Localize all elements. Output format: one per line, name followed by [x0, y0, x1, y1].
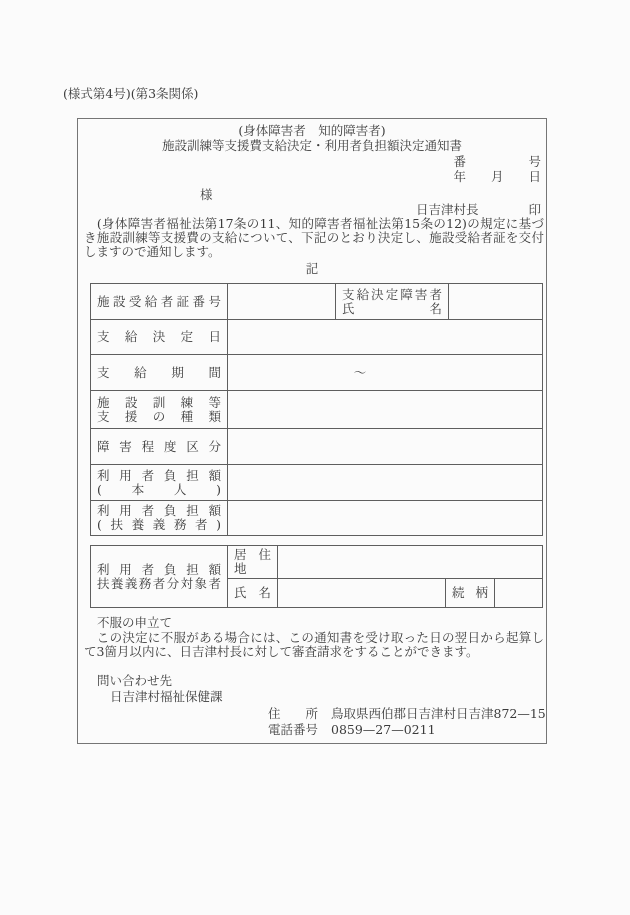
document-title: 施設訓練等支援費支給決定・利用者負担額決定通知書 — [161, 138, 462, 153]
table-row-user-burden-self — [91, 465, 543, 501]
table-row-decision-date — [91, 320, 543, 355]
address-value: 鳥取県西伯郡日吉津村日吉津872—15 — [331, 706, 546, 721]
table-row-recipient-number — [91, 284, 543, 320]
residence-value-cell — [278, 546, 543, 579]
appeal-section-text: この決定に不服がある場合には、この通知書を受け取った日の翌日から起算して3箇月以内に、日吉津村長に対して審査請求をすることができます。 — [84, 630, 544, 659]
support-type-label-cell — [91, 391, 228, 429]
addressee-honorific: 様 — [200, 187, 213, 202]
decision-date-value-cell — [228, 320, 543, 355]
table-row-supply-period — [91, 355, 543, 391]
document-border-box — [77, 118, 547, 744]
record-heading: 記 — [305, 261, 319, 276]
residence-label-cell — [228, 546, 278, 579]
form-style-label: (様式第4号)(第3条関係) — [63, 86, 199, 101]
table-row-user-burden-supporter — [91, 501, 543, 536]
recipient-number-value-cell — [228, 284, 336, 320]
user-burden-self-value-cell — [228, 465, 543, 501]
supporter-target-label-cell — [91, 546, 228, 608]
residence-label: 居住地 — [234, 547, 271, 576]
disability-level-label: 障害程度区分 — [97, 438, 221, 454]
user-burden-supporter-value-cell — [228, 501, 543, 536]
recipient-number-label: 施設受給者証番号 — [97, 293, 221, 309]
document-date-line: 年 月 日 — [453, 169, 541, 184]
decision-date-label-cell — [91, 320, 228, 355]
disability-level-label-cell — [91, 429, 228, 465]
disability-level-value-cell — [228, 429, 543, 465]
decided-person-name-value-cell — [449, 284, 543, 320]
supporter-target-table — [90, 545, 543, 608]
contact-address-line — [268, 707, 546, 721]
user-burden-supporter-label-line2: (扶養義務者) — [97, 517, 221, 532]
supporter-target-label-line2: 扶養義務者分対象者 — [97, 575, 221, 591]
address-label: 住 所 — [268, 706, 319, 721]
notification-paragraph: (身体障害者福祉法第17条の11、知的障害者福祉法第15条の12)の規定に基づき施設訓練等支援費の支給について、下記のとおり決定し、施設受給者証を交付しますので通知します。 — [84, 216, 544, 259]
recipient-number-label-cell — [91, 284, 228, 320]
user-burden-supporter-label-cell — [91, 501, 228, 536]
table-row-disability-level — [91, 429, 543, 465]
support-type-value-cell — [228, 391, 543, 429]
decided-person-label-line2: 氏名 — [342, 300, 442, 316]
appeal-section-title: 不服の申立て — [97, 615, 173, 630]
contact-section-title: 問い合わせ先 — [97, 673, 173, 688]
relation-value-cell — [495, 579, 543, 608]
contact-department: 日吉津村福祉保健課 — [110, 689, 223, 704]
decided-person-name-label-cell — [336, 284, 449, 320]
phone-label: 電話番号 — [268, 722, 319, 737]
table-row-support-type — [91, 391, 543, 429]
name-label-cell — [228, 579, 278, 608]
table-row-supporter-residence — [91, 546, 543, 579]
target-category-note: (身体障害者 知的障害者) — [238, 123, 386, 138]
supply-period-label-cell — [91, 355, 228, 391]
user-burden-self-label-line1: 利用者負担額 — [97, 467, 221, 483]
contact-phone-line — [268, 723, 436, 737]
relation-label-cell — [446, 579, 495, 608]
issuer-signature-line: 日吉津村長 印 — [415, 202, 541, 217]
decided-person-label-line1: 支給決定障害者 — [342, 286, 442, 302]
supporter-target-label-line1: 利用者負担額 — [97, 561, 221, 577]
user-burden-self-label-line2: (本人) — [97, 481, 221, 497]
name-label: 氏名 — [234, 585, 271, 600]
decision-date-label: 支給決定日 — [97, 329, 221, 344]
phone-value: 0859—27—0211 — [331, 722, 436, 737]
support-type-label-line1: 施設訓練等 — [97, 394, 221, 410]
relation-label: 続柄 — [452, 585, 488, 600]
user-burden-supporter-label-line1: 利用者負担額 — [97, 503, 221, 518]
decision-table — [90, 283, 543, 536]
supply-period-value-cell: ～ — [228, 355, 543, 391]
name-value-cell — [278, 579, 446, 608]
user-burden-self-label-cell — [91, 465, 228, 501]
support-type-label-line2: 支援の種類 — [97, 408, 221, 424]
supply-period-label: 支給期間 — [97, 364, 221, 380]
document-number-line: 番 号 — [453, 154, 541, 169]
